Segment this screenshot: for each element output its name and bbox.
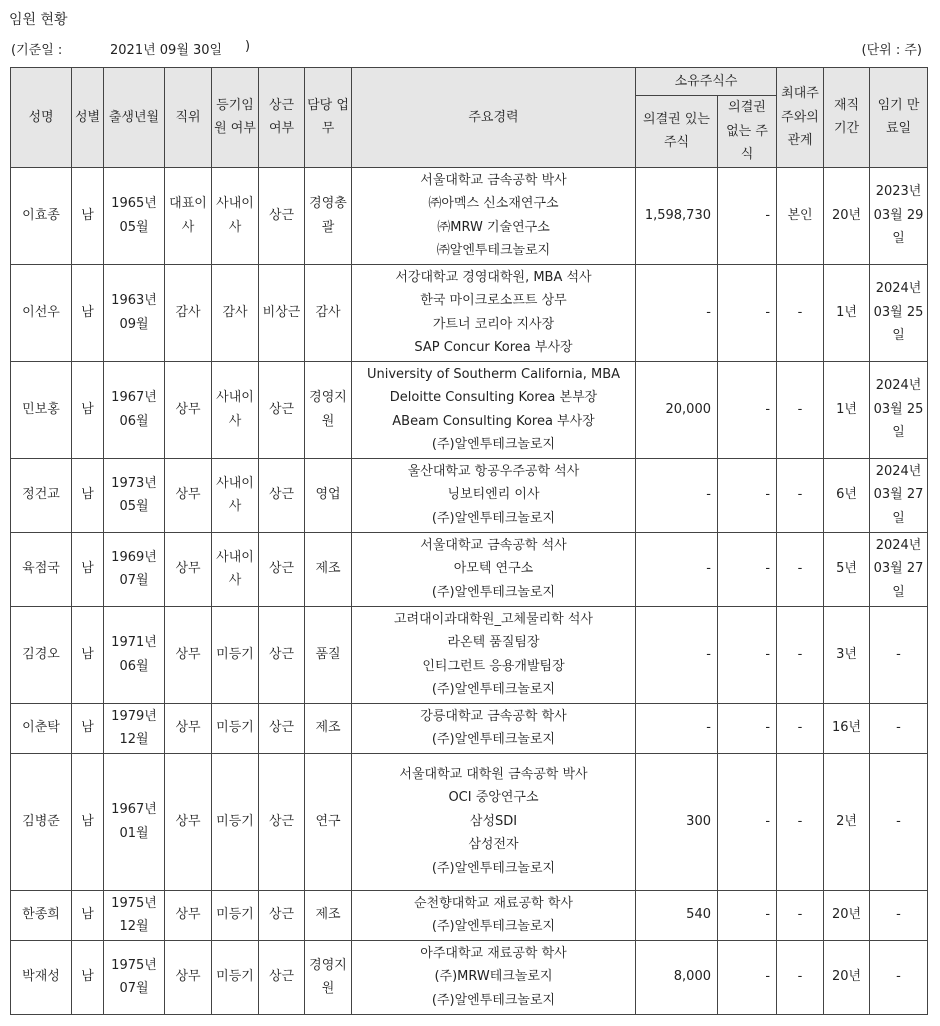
cell-relation: - [777, 890, 824, 940]
cell-shares-nonvoting: - [718, 753, 777, 890]
career-line: 순천향대학교 재료공학 학사 [414, 895, 573, 911]
cell-position: 상무 [165, 890, 212, 940]
cell-career [352, 458, 636, 532]
career-line: 아주대학교 재료공학 학사 [420, 945, 567, 961]
cell-relation: - [777, 264, 824, 361]
cell-duty: 제조 [305, 532, 352, 606]
cell-tenure: 1년 [824, 361, 870, 458]
cell-birth: 1969년 07월 [104, 532, 165, 606]
cell-position: 상무 [165, 458, 212, 532]
cell-career [352, 753, 636, 890]
cell-duty: 품질 [305, 606, 352, 703]
cell-shares-nonvoting: - [718, 940, 777, 1014]
cell-tenure: 5년 [824, 532, 870, 606]
table-row [11, 940, 928, 1014]
cell-position: 상무 [165, 940, 212, 1014]
career-line: University of Southerm California, MBA [366, 366, 621, 382]
cell-career [352, 264, 636, 361]
cell-career [352, 361, 636, 458]
cell-shares-voting: 20,000 [636, 361, 718, 458]
cell-registered: 감사 [212, 264, 259, 361]
cell-career [352, 167, 636, 264]
cell-registered: 미등기 [212, 890, 259, 940]
career-line: 라온텍 품질팀장 [447, 635, 540, 650]
cell-duty: 연구 [305, 753, 352, 890]
table-row [11, 606, 928, 703]
cell-shares-nonvoting: - [718, 606, 777, 703]
cell-registered: 사내이사 [212, 458, 259, 532]
base-date-label: (기준일 : [11, 43, 63, 58]
cell-name: 한종희 [11, 890, 72, 940]
cell-registered: 미등기 [212, 940, 259, 1014]
table-row [11, 458, 928, 532]
cell-position: 상무 [165, 703, 212, 753]
cell-name: 이효종 [11, 167, 72, 264]
cell-term-end: - [870, 940, 928, 1014]
cell-shares-nonvoting: - [718, 167, 777, 264]
career-line: (주)알엔투테크놀로지 [431, 992, 556, 1008]
career-line: 고려대이과대학원_고체물리학 석사 [393, 611, 593, 627]
cell-career [352, 606, 636, 703]
cell-duty: 제조 [305, 703, 352, 753]
cell-relation: - [777, 753, 824, 890]
career-line: 서울대학교 금속공학 석사 [420, 537, 567, 553]
career-line: SAP Concur Korea 부사장 [414, 340, 573, 355]
cell-birth: 1965년 05월 [104, 167, 165, 264]
cell-duty: 경영총괄 [305, 167, 352, 264]
cell-registered: 사내이사 [212, 532, 259, 606]
table-row [11, 361, 928, 458]
cell-duty: 감사 [305, 264, 352, 361]
cell-registered: 미등기 [212, 703, 259, 753]
cell-gender: 남 [72, 753, 104, 890]
cell-relation: - [777, 532, 824, 606]
career-line: 강릉대학교 금속공학 학사 [420, 708, 567, 724]
cell-relation: - [777, 703, 824, 753]
cell-name: 이선우 [11, 264, 72, 361]
cell-tenure: 20년 [824, 940, 870, 1014]
cell-term-end: 2024년 03월 27일 [870, 458, 928, 532]
cell-shares-voting: - [636, 606, 718, 703]
cell-gender: 남 [72, 703, 104, 753]
career-line: ㈜알엔투테크놀로지 [436, 243, 551, 258]
cell-position: 상무 [165, 606, 212, 703]
header-tenure: 재직 기간 [824, 68, 870, 168]
career-line: ABeam Consulting Korea 부사장 [392, 413, 595, 429]
cell-relation: - [777, 940, 824, 1014]
table-row [11, 703, 928, 753]
cell-tenure: 2년 [824, 753, 870, 890]
table-row [11, 753, 928, 890]
career-line: 가트너 코리아 지사장 [432, 316, 555, 332]
cell-term-end: - [870, 890, 928, 940]
career-line: (주)알엔투테크놀로지 [431, 510, 556, 526]
cell-shares-voting: - [636, 458, 718, 532]
cell-position: 대표이사 [165, 167, 212, 264]
cell-fulltime: 상근 [259, 940, 305, 1014]
cell-gender: 남 [72, 167, 104, 264]
cell-birth: 1973년 05월 [104, 458, 165, 532]
cell-shares-voting: 1,598,730 [636, 167, 718, 264]
cell-position: 상무 [165, 361, 212, 458]
cell-name: 정건교 [11, 458, 72, 532]
cell-duty: 제조 [305, 890, 352, 940]
cell-tenure: 20년 [824, 890, 870, 940]
header-name: 성명 [11, 68, 72, 168]
cell-fulltime: 상근 [259, 458, 305, 532]
cell-gender: 남 [72, 606, 104, 703]
cell-gender: 남 [72, 532, 104, 606]
cell-position: 감사 [165, 264, 212, 361]
cell-name: 김병준 [11, 753, 72, 890]
career-line: 서강대학교 경영대학원, MBA 석사 [395, 269, 592, 285]
header-shares-nonvoting: 의결권 없는 주식 [718, 96, 777, 168]
cell-tenure: 3년 [824, 606, 870, 703]
cell-term-end: - [870, 753, 928, 890]
cell-fulltime: 비상근 [259, 264, 305, 361]
cell-name: 이춘탁 [11, 703, 72, 753]
cell-fulltime: 상근 [259, 606, 305, 703]
cell-shares-voting: 300 [636, 753, 718, 890]
career-line: Deloitte Consulting Korea 본부장 [389, 390, 598, 405]
page-title: 임원 현황 [9, 12, 68, 28]
cell-position: 상무 [165, 753, 212, 890]
cell-registered: 미등기 [212, 753, 259, 890]
cell-gender: 남 [72, 264, 104, 361]
header-shares-group: 소유주식수 [636, 68, 777, 96]
career-line: (주)MRW테크놀로지 [434, 969, 553, 985]
cell-career [352, 890, 636, 940]
cell-fulltime: 상근 [259, 753, 305, 890]
cell-gender: 남 [72, 361, 104, 458]
cell-shares-nonvoting: - [718, 361, 777, 458]
cell-shares-nonvoting: - [718, 532, 777, 606]
table-row [11, 264, 928, 361]
cell-shares-voting: - [636, 703, 718, 753]
cell-career [352, 532, 636, 606]
cell-shares-voting: - [636, 264, 718, 361]
career-line: 닝보티엔리 이사 [447, 487, 540, 503]
cell-name: 박재성 [11, 940, 72, 1014]
header-birth: 출생년월 [104, 68, 165, 168]
base-date: 2021년 09월 30일 [110, 43, 223, 58]
cell-fulltime: 상근 [259, 532, 305, 606]
cell-term-end: 2024년 03월 25일 [870, 361, 928, 458]
cell-gender: 남 [72, 458, 104, 532]
base-date-close: ) [245, 39, 251, 54]
cell-duty: 경영지원 [305, 361, 352, 458]
cell-registered: 사내이사 [212, 167, 259, 264]
career-line: (주)알엔투테크놀로지 [431, 437, 556, 452]
career-line: ㈜아멕스 신소재연구소 [428, 196, 559, 211]
cell-fulltime: 상근 [259, 890, 305, 940]
cell-term-end: 2024년 03월 25일 [870, 264, 928, 361]
cell-shares-voting: - [636, 532, 718, 606]
cell-name: 김경오 [11, 606, 72, 703]
cell-birth: 1979년 12월 [104, 703, 165, 753]
cell-shares-nonvoting: - [718, 458, 777, 532]
cell-tenure: 16년 [824, 703, 870, 753]
cell-fulltime: 상근 [259, 361, 305, 458]
cell-relation: 본인 [777, 167, 824, 264]
cell-duty: 경영지원 [305, 940, 352, 1014]
cell-birth: 1971년 06월 [104, 606, 165, 703]
cell-tenure: 20년 [824, 167, 870, 264]
cell-shares-voting: 8,000 [636, 940, 718, 1014]
career-line: 한국 마이크로소프트 상무 [420, 293, 567, 308]
header-fulltime: 상근 여부 [259, 68, 305, 168]
cell-name: 민보홍 [11, 361, 72, 458]
career-line: 삼성SDI [469, 813, 518, 829]
header-term-end: 임기 만료일 [870, 68, 928, 168]
header-gender: 성별 [72, 68, 104, 168]
cell-birth: 1975년 07월 [104, 940, 165, 1014]
cell-relation: - [777, 361, 824, 458]
cell-birth: 1967년 01월 [104, 753, 165, 890]
cell-fulltime: 상근 [259, 167, 305, 264]
cell-position: 상무 [165, 532, 212, 606]
career-line: (주)알엔투테크놀로지 [431, 732, 556, 747]
career-line: (주)알엔투테크놀로지 [431, 584, 556, 600]
table-row [11, 890, 928, 940]
executive-table [10, 67, 928, 1015]
cell-shares-nonvoting: - [718, 264, 777, 361]
header-position: 직위 [165, 68, 212, 168]
career-line: 아모텍 연구소 [453, 561, 534, 577]
career-line: 서울대학교 대학원 금속공학 박사 [399, 766, 588, 782]
career-line: 서울대학교 금속공학 박사 [420, 172, 567, 188]
cell-shares-voting: 540 [636, 890, 718, 940]
cell-gender: 남 [72, 940, 104, 1014]
header-registered: 등기임원 여부 [212, 68, 259, 168]
cell-career [352, 703, 636, 753]
cell-duty: 영업 [305, 458, 352, 532]
cell-relation: - [777, 606, 824, 703]
cell-birth: 1963년 09월 [104, 264, 165, 361]
table-row [11, 532, 928, 606]
cell-birth: 1975년 12월 [104, 890, 165, 940]
cell-term-end: 2024년 03월 27일 [870, 532, 928, 606]
cell-name: 육점국 [11, 532, 72, 606]
career-line: 울산대학교 항공우주공학 석사 [407, 463, 580, 479]
cell-tenure: 1년 [824, 264, 870, 361]
career-line: ㈜MRW 기술연구소 [437, 219, 550, 235]
cell-term-end: - [870, 703, 928, 753]
cell-registered: 사내이사 [212, 361, 259, 458]
career-line: 삼성전자 [468, 837, 519, 853]
header-shares-voting: 의결권 있는 주식 [636, 96, 718, 168]
header-duty: 담당 업무 [305, 68, 352, 168]
unit-label: (단위 : 주) [861, 43, 922, 58]
cell-birth: 1967년 06월 [104, 361, 165, 458]
cell-shares-nonvoting: - [718, 890, 777, 940]
cell-gender: 남 [72, 890, 104, 940]
cell-fulltime: 상근 [259, 703, 305, 753]
career-line: (주)알엔투테크놀로지 [431, 682, 556, 697]
career-line: OCI 중앙연구소 [448, 790, 539, 806]
cell-term-end: - [870, 606, 928, 703]
header-career: 주요경력 [352, 68, 636, 168]
career-line: (주)알엔투테크놀로지 [431, 860, 556, 876]
header-relation: 최대주주와의 관계 [777, 68, 824, 168]
cell-shares-nonvoting: - [718, 703, 777, 753]
cell-tenure: 6년 [824, 458, 870, 532]
cell-registered: 미등기 [212, 606, 259, 703]
cell-relation: - [777, 458, 824, 532]
cell-term-end: 2023년 03월 29일 [870, 167, 928, 264]
cell-career [352, 940, 636, 1014]
career-line: (주)알엔투테크놀로지 [431, 919, 556, 934]
table-row [11, 167, 928, 264]
career-line: 인티그런트 응용개발팀장 [422, 658, 565, 674]
